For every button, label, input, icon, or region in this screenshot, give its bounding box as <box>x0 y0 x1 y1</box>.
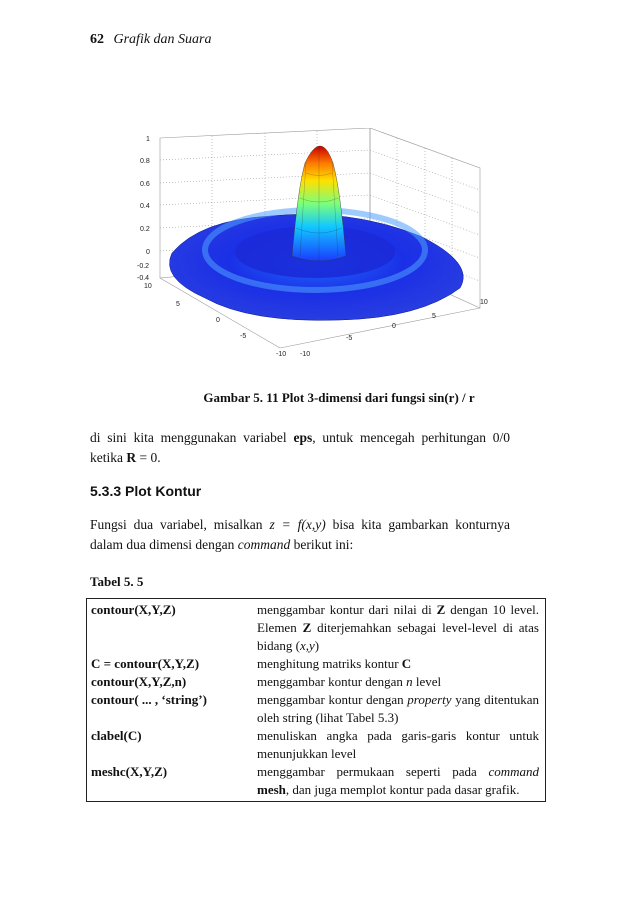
command-cell: contour( ... , ‘string’) <box>91 692 207 707</box>
x-tick: 0 <box>216 317 220 324</box>
page-number: 62 <box>90 32 104 47</box>
description-cell: menghitung matriks kontur C <box>257 656 412 671</box>
z-tick: 0.2 <box>140 226 150 233</box>
x-tick: 5 <box>176 301 180 308</box>
text-bold: eps <box>293 430 313 445</box>
page-header <box>90 32 212 48</box>
text-italic: command <box>237 537 291 552</box>
y-tick: 10 <box>480 299 488 306</box>
surface-plot <box>120 128 500 368</box>
y-tick: -10 <box>300 351 311 358</box>
command-cell: C = contour(X,Y,Z) <box>91 656 200 671</box>
text-bold: R <box>126 450 137 465</box>
table-row <box>91 763 539 799</box>
table-row <box>91 655 539 673</box>
text: bisa kita gambarkan konturnya dalam dua dimensi dengan <box>90 517 510 552</box>
description-cell: menggambar kontur dari nilai di Z dengan 10 level. Elemen Z diterjemahkan sebagai level-level di atas bidang (x,y) <box>257 602 540 653</box>
z-tick: 0.4 <box>140 203 150 210</box>
text-italic: z = f(x,y) <box>269 517 326 532</box>
command-cell: contour(X,Y,Z,n) <box>91 674 187 689</box>
description-cell: menggambar permukaan seperti pada command mesh, dan juga memplot kontur pada dasar grafik. <box>257 764 539 797</box>
z-tick: -0.2 <box>137 263 150 270</box>
description-cell: menggambar kontur dengan n level <box>257 674 442 689</box>
z-tick: -0.4 <box>137 275 150 282</box>
table-row <box>91 691 539 727</box>
text: berikut ini: <box>290 537 354 552</box>
x-tick: -5 <box>240 333 247 340</box>
paragraph-contour <box>90 515 510 555</box>
command-cell: clabel(C) <box>91 728 142 743</box>
y-tick: -5 <box>346 335 353 342</box>
command-cell: contour(X,Y,Z) <box>91 602 176 617</box>
command-cell: meshc(X,Y,Z) <box>91 764 168 779</box>
commands-table <box>86 598 546 802</box>
text: di sini kita menggunakan variabel <box>90 430 294 445</box>
y-tick: 0 <box>392 323 396 330</box>
z-tick: 0 <box>146 249 150 256</box>
text: , untuk mencegah perhitungan 0/0 ketika <box>90 430 510 465</box>
section-heading: 5.3.3 Plot Kontur <box>90 483 202 499</box>
table-row <box>91 673 539 691</box>
table-row <box>91 727 539 763</box>
y-tick: 5 <box>432 313 436 320</box>
x-tick: 10 <box>144 283 152 290</box>
text: Fungsi dua variabel, misalkan <box>90 517 270 532</box>
surface-plot-figure <box>120 128 500 368</box>
figure-caption: Gambar 5. 11 Plot 3-dimensi dari fungsi sin(r) / r <box>203 390 475 405</box>
description-cell: menuliskan angka pada garis-garis kontur untuk menunjukkan level <box>257 728 539 761</box>
paragraph-eps <box>90 428 510 468</box>
z-tick: 1 <box>146 136 150 143</box>
table-row <box>91 601 539 655</box>
z-tick: 0.8 <box>140 158 150 165</box>
running-title: Grafik dan Suara <box>113 32 212 47</box>
x-tick: -10 <box>276 351 287 358</box>
z-tick: 0.6 <box>140 181 150 188</box>
text: = 0. <box>136 450 161 465</box>
description-cell: menggambar kontur dengan property yang ditentukan oleh string (lihat Tabel 5.3) <box>257 692 539 725</box>
table-title: Tabel 5. 5 <box>90 574 144 589</box>
